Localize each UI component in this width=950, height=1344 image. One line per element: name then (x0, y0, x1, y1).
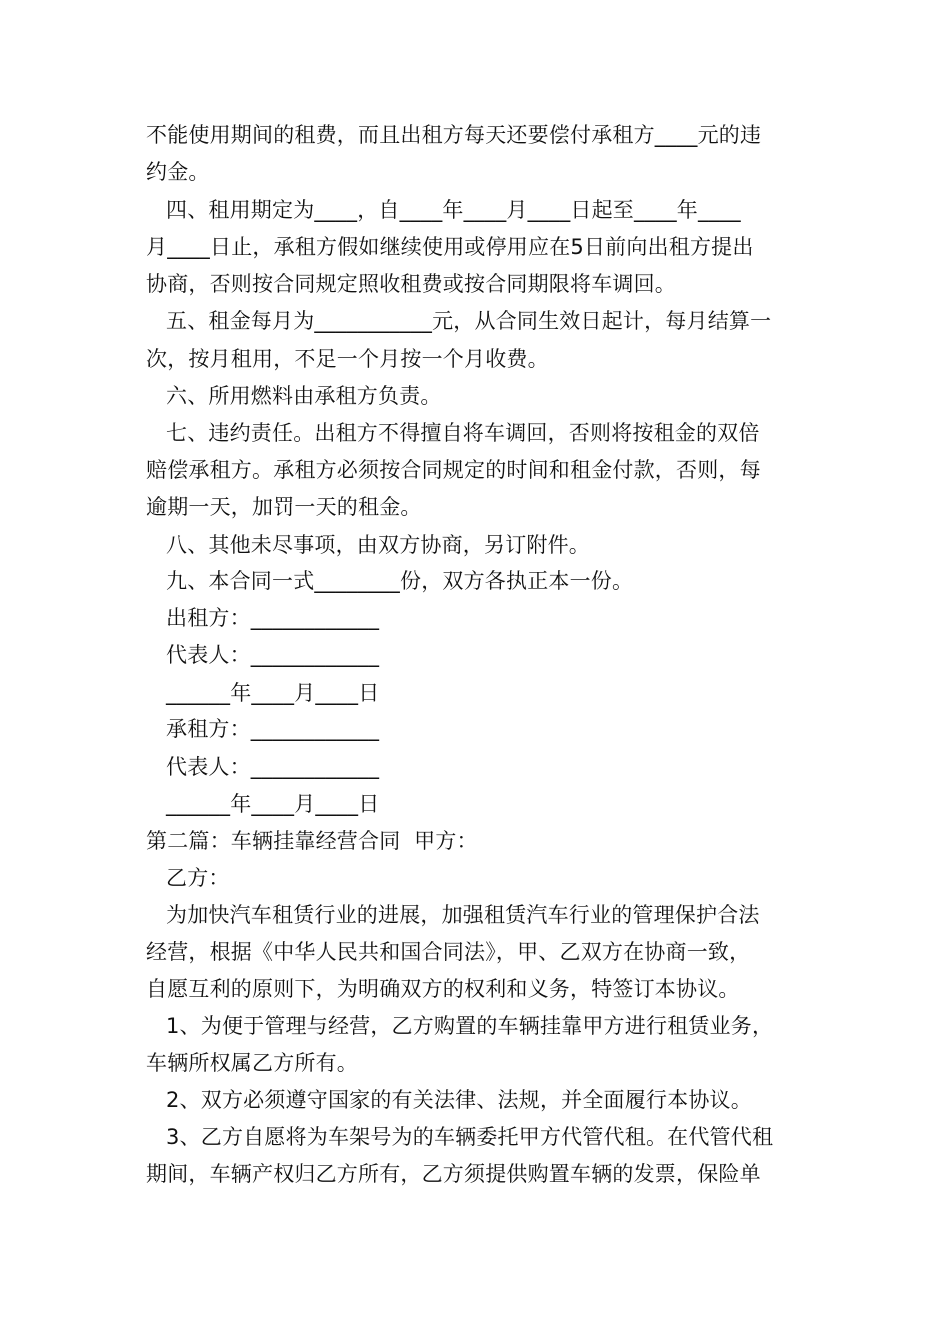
text-line: 车辆所权属乙方所有。 (146, 1051, 358, 1075)
text-line: 协商，否则按合同规定照收租费或按合同期限将车调回。 (146, 272, 676, 296)
signature-line: 代表人：____________ (166, 755, 380, 779)
section-heading: 第二篇：车辆挂靠经营合同 甲方： (146, 829, 478, 853)
signature-line: 代表人：____________ (166, 643, 380, 667)
text-line: 八、其他未尽事项，由双方协商，另订附件。 (166, 533, 590, 557)
date-line: ______年____月____日 (166, 681, 380, 705)
text-line: 四、租用期定为____，自____年____月____日起至____年____ (166, 198, 741, 222)
text-line: 为加快汽车租赁行业的进展，加强租赁汽车行业的管理保护合法 (166, 903, 760, 927)
text-line: 逾期一天，加罚一天的租金。 (146, 495, 422, 519)
text-line: 九、本合同一式________份，双方各执正本一份。 (166, 569, 634, 593)
text-line: 期间，车辆产权归乙方所有，乙方须提供购置车辆的发票，保险单 (146, 1162, 761, 1186)
text-line: 2、双方必须遵守国家的有关法律、法规，并全面履行本协议。 (166, 1088, 752, 1112)
text-line: 六、所用燃料由承租方负责。 (166, 384, 442, 408)
text-line: 约金。 (146, 160, 210, 184)
signature-line: 承租方：____________ (166, 717, 380, 741)
text-line: 3、乙方自愿将为车架号为的车辆委托甲方代管代租。在代管代租 (166, 1125, 774, 1149)
text-line: 五、租金每月为___________元，从合同生效日起计，每月结算一 (166, 309, 772, 333)
text-line: 不能使用期间的租费，而且出租方每天还要偿付承租方____元的违 (146, 123, 762, 147)
text-line: 乙方： (166, 866, 230, 890)
text-line: 月____日止，承租方假如继续使用或停用应在5日前向出租方提出 (146, 235, 754, 259)
text-line: 1、为便于管理与经营，乙方购置的车辆挂靠甲方进行租赁业务， (166, 1014, 774, 1038)
text-line: 经营，根据《中华人民共和国合同法》，甲、乙双方在协商一致， (146, 940, 751, 964)
text-line: 七、违约责任。出租方不得擅自将车调回，否则将按租金的双倍 (166, 421, 760, 445)
text-line: 次，按月租用，不足一个月按一个月收费。 (146, 347, 549, 371)
text-line: 赔偿承租方。承租方必须按合同规定的时间和租金付款，否则，每 (146, 458, 761, 482)
signature-line: 出租方：____________ (166, 606, 380, 630)
date-line: ______年____月____日 (166, 792, 380, 816)
text-line: 自愿互利的原则下，为明确双方的权利和义务，特签订本协议。 (146, 977, 740, 1001)
